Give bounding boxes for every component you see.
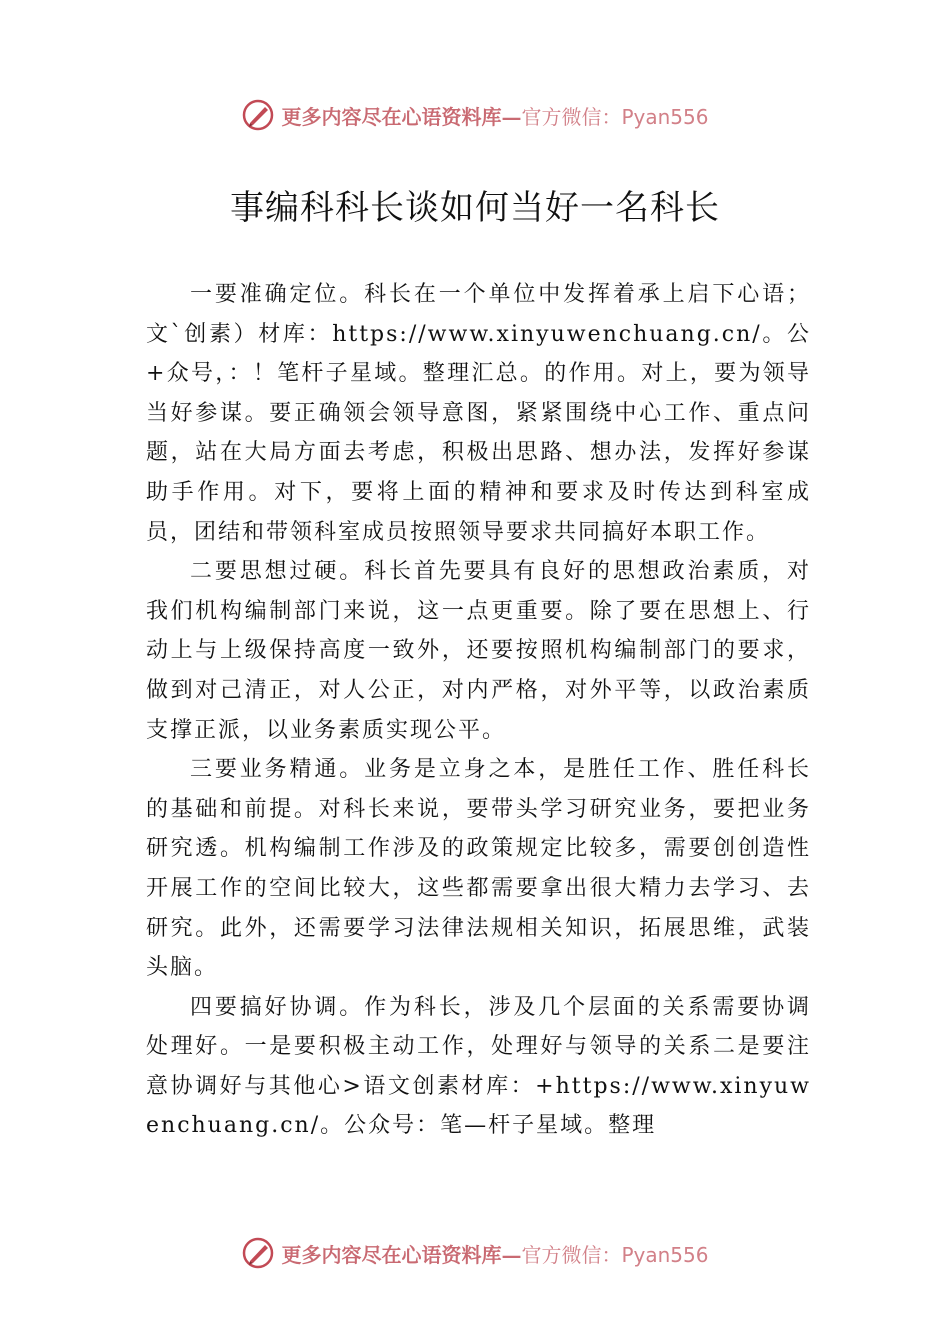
paragraph-2: 二要思想过硬。科长首先要具有良好的思想政治素质，对我们机构编制部门来说，这一点更重要。除了要在思想上、行动上与上级保持高度一致外，还要按照机构编制部门的要求，做到对己清正，对人公正，对内严格，对外平等，以政治素质支撑正派，以业务素质实现公平。 — [146, 559, 811, 743]
paragraph-4: 四要搞好协调。作为科长，涉及几个层面的关系需要协调处理好。一是要积极主动工作，处理好与领导的关系二是要注意协调好与其他心>语文创素材库：+https://www.xinyuwenchuang.cn/。公众号：笔—杆子星域。整理 — [146, 994, 811, 1139]
document-body — [146, 275, 811, 1146]
footer-banner — [0, 1233, 950, 1273]
paragraph-3: 三要业务精通。业务是立身之本，是胜任工作、胜任科长的基础和前提。对科长来说，要带头学习研究业务，要把业务研究透。机构编制工作涉及的政策规定比较多，需要创创造性开展工作的空间比较大，这些都需要拿出很大精力去学习、去研究。此外，还需要学习法律法规相关知识，拓展思维，武装头脑。 — [146, 757, 811, 981]
banner-wechat: 官方微信：Pyan556 — [521, 1242, 709, 1267]
banner-text: 更多内容尽在心语资料库—官方微信：Pyan556 — [281, 104, 709, 129]
pen-logo-icon — [241, 1236, 275, 1270]
header-banner — [0, 95, 950, 135]
document-title: 事编科科长谈如何当好一名科长 — [230, 188, 720, 228]
banner-text: 更多内容尽在心语资料库—官方微信：Pyan556 — [281, 1242, 709, 1267]
paragraph-1: 一要准确定位。科长在一个单位中发挥着承上启下心语；文`创素）材库：https://www.xinyuwenchuang.cn/。公+众号，：！笔杆子星域。整理汇总。的作用。对上，要为领导当好参谋。要正确领会领导意图，紧紧围绕中心工作、重点问题，站在大局方面去考虑，积极出思路、想办法，发挥好参谋助手作用。对下，要将上面的精神和要求及时传达到科室成员，团结和带领科室成员按照领导要求共同搞好本职工作。 — [146, 282, 811, 545]
banner-wechat: 官方微信：Pyan556 — [521, 104, 709, 129]
pen-logo-icon — [241, 98, 275, 132]
